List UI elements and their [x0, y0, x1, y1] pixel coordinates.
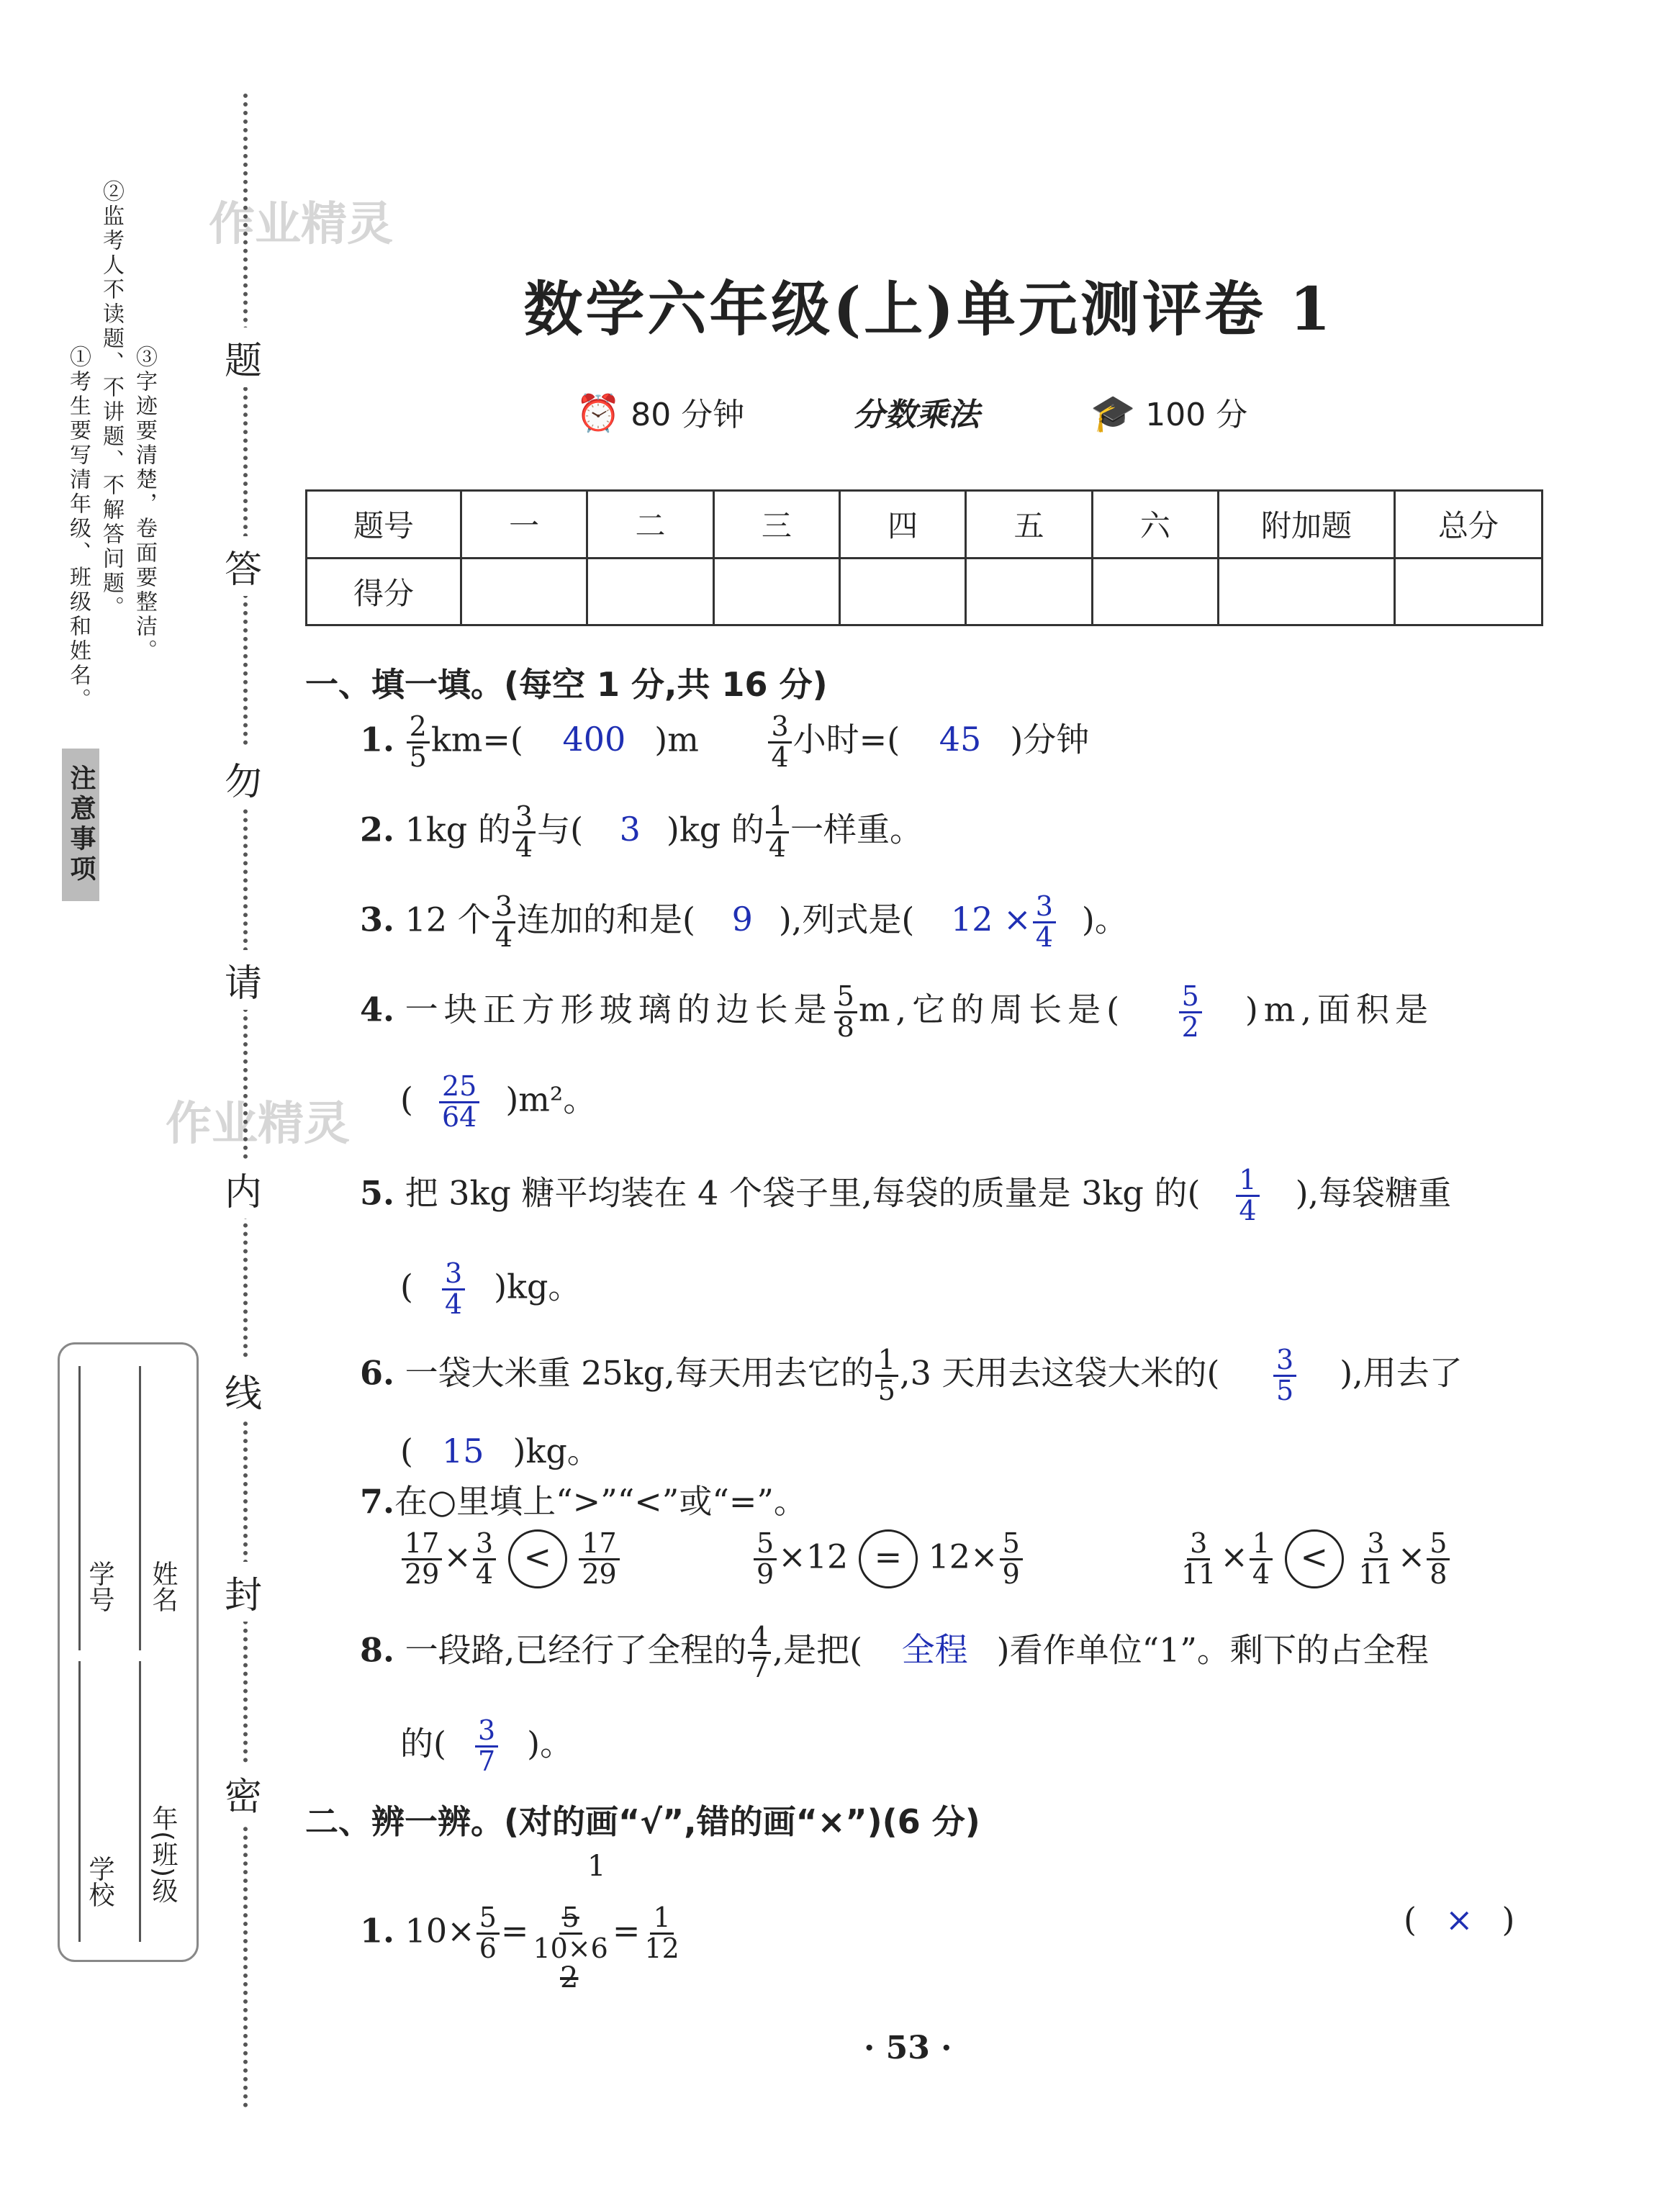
notice-line-3: ③字迹要清楚，卷面要整洁。 [132, 345, 157, 664]
student-number-label: 学号 [85, 1560, 114, 1612]
graduation-cap-icon: 🎓 [1090, 392, 1136, 434]
comparison-circle[interactable]: < [1285, 1529, 1344, 1588]
seal-char: 题 [225, 327, 262, 387]
answer: 全程 [901, 1630, 968, 1670]
question-1-5-cont: ( $\frac{3}{4}$ )kg。 [400, 1257, 582, 1320]
score-table-score-row [307, 558, 1543, 625]
question-1-1: 1. $\frac{2}{5}$ km=( 400 )m $\frac{3}{4}$ 小时=( 45 )分钟 [360, 710, 1090, 773]
table-cell: 三 [713, 491, 839, 559]
score-cell[interactable] [966, 558, 1092, 625]
score-table-header-row [307, 491, 1543, 559]
table-cell: 得分 [307, 558, 461, 625]
seal-char: 封 [225, 1562, 262, 1622]
comparison-circle[interactable]: < [508, 1529, 567, 1588]
answer: 400 [562, 720, 626, 759]
seal-char: 答 [225, 536, 262, 596]
grade-class-label: 年(班)级 [148, 1805, 178, 1904]
score-table [305, 489, 1543, 626]
clock-icon: ⏰ [576, 392, 621, 434]
answer: 15 [441, 1432, 484, 1470]
watermark: 作业精灵 [166, 1098, 350, 1151]
cancel-mark-top: 1 [587, 1850, 606, 1883]
notice-tag: 注意事项 [62, 749, 99, 901]
judgement-answer: ( × ) [1404, 1900, 1515, 1939]
watermark: 作业精灵 [209, 198, 393, 251]
table-cell: 五 [966, 491, 1092, 559]
answer: 45 [939, 720, 982, 759]
score-cell[interactable] [713, 558, 839, 625]
seal-char: 线 [225, 1360, 262, 1420]
school-label: 学校 [85, 1855, 114, 1907]
cancel-mark-bottom: 2 [560, 1961, 579, 1994]
answer: 12 × [951, 900, 1031, 939]
question-1-8: 8. 一段路,已经行了全程的 $\frac{4}{7}$ ,是把( 全程 )看作单位“1”。剩下的占全程 [360, 1621, 1429, 1683]
notice-line-1: ①考生要写清年级、班级和姓名。 [66, 345, 91, 713]
question-1-4: 4. 一块正方形玻璃的边长是 $\frac{5}{8}$ m,它的周长是( $\frac{5}{2}$ )m,面积是 [360, 980, 1435, 1043]
notice-line-2: ②监考人不读题、不讲题、不解答问题。 [99, 180, 124, 620]
comparison-2: $\frac{5}{9}$ ×12 = 12× $\frac{5}{9}$ [752, 1529, 1024, 1589]
table-cell: 总分 [1395, 491, 1543, 559]
section-1-title: 一、填一填。(每空 1 分,共 16 分) [305, 665, 828, 704]
table-cell: 二 [587, 491, 713, 559]
page-title: 数学六年级(上)单元测评卷 1 [523, 275, 1334, 344]
question-1-6: 6. 一袋大米重 25kg,每天用去它的 $\frac{1}{5}$ ,3 天用去这袋大米的( $\frac{3}{5}$ ),用去了 [360, 1344, 1463, 1406]
seal-char: 内 [225, 1159, 262, 1219]
seal-char: 密 [225, 1763, 262, 1823]
score-cell[interactable] [1219, 558, 1395, 625]
notice-panel [52, 180, 189, 885]
section-2-title: 二、辨一辨。(对的画“√”,错的画“×”)(6 分) [305, 1802, 980, 1841]
score-info: 🎓 100 分 [1090, 392, 1248, 434]
page-number: · 53 · [864, 2030, 952, 2066]
topic-label: 分数乘法 [853, 397, 980, 433]
comparison-3: $\frac{3}{11}$ × $\frac{1}{4}$ < $\frac{3}{11}$ × $\frac{5}{8}$ [1177, 1529, 1451, 1589]
question-2-1: 1. 10× $\frac{5}{6}$ = $\frac{5}{10\times 6}$ = $\frac{1}{12}$ [360, 1902, 679, 1964]
name-label: 姓名 [148, 1560, 178, 1612]
answer: 3 [619, 810, 641, 849]
question-1-5: 5. 把 3kg 糖平均装在 4 个袋子里,每袋的质量是 3kg 的( $\frac{1}{4}$ ),每袋糖重 [360, 1164, 1452, 1226]
comparison-circle[interactable]: = [859, 1529, 918, 1588]
question-1-3: 3. 12 个 $\frac{3}{4}$ 连加的和是( 9 ),列式是( 12 × $\frac{3}{4}$ )。 [360, 890, 1128, 953]
score-cell[interactable] [839, 558, 965, 625]
comparison-1: $\frac{17}{29}$ × $\frac{3}{4}$ < $\frac{17}{29}$ [400, 1529, 621, 1589]
seal-char: 勿 [225, 749, 262, 808]
table-cell: 题号 [307, 491, 461, 559]
question-1-6-cont: ( 15 )kg。 [400, 1432, 600, 1470]
table-cell: 四 [839, 491, 965, 559]
question-1-7: 7.在○里填上“>”“<”或“=”。 [360, 1482, 807, 1521]
student-info-box [58, 1342, 199, 1962]
table-cell: 六 [1092, 491, 1218, 559]
question-1-4-cont: ( $\frac{25}{64}$ )m²。 [400, 1070, 597, 1133]
table-cell: 附加题 [1219, 491, 1395, 559]
score-cell[interactable] [1092, 558, 1218, 625]
seal-char: 请 [225, 950, 262, 1010]
answer: 9 [731, 900, 753, 939]
question-1-2: 2. 1kg 的 $\frac{3}{4}$ 与( 3 )kg 的 $\frac{1}{4}$ 一样重。 [360, 800, 923, 863]
question-1-8-cont: 的( $\frac{3}{7}$ )。 [400, 1714, 574, 1777]
cancelled-fraction: $\frac{5}{10\times 6}$ [533, 1902, 608, 1964]
score-cell[interactable] [461, 558, 587, 625]
score-cell[interactable] [1395, 558, 1543, 625]
time-info: ⏰ 80 分钟 [576, 392, 745, 434]
answer-mark: × [1445, 1900, 1473, 1939]
score-cell[interactable] [587, 558, 713, 625]
table-cell: 一 [461, 491, 587, 559]
